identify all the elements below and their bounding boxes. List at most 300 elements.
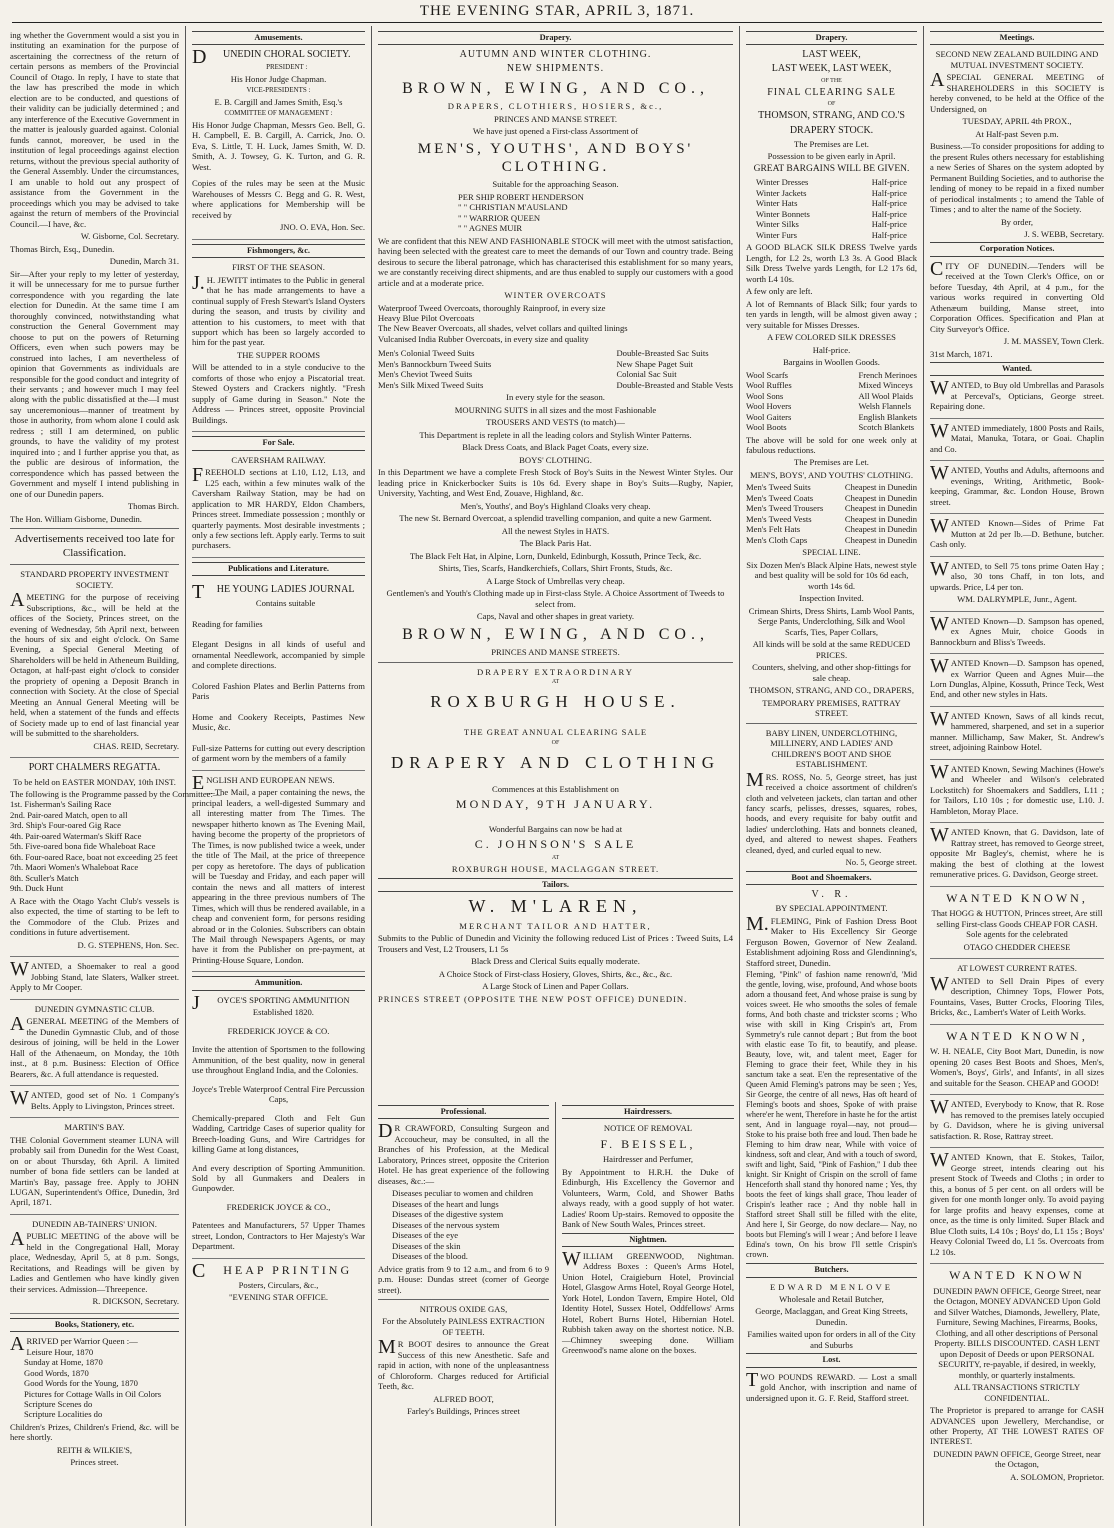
list-item: " " WARRIOR QUEEN: [458, 212, 541, 223]
advert-body: Advice gratis from 9 to 12 a.m., and from 6 to 9 p.m. House: Dundas street (corner of George street).: [378, 1263, 549, 1295]
advert-headline: MEN'S, YOUTHS', AND BOYS' CLOTHING.: [417, 140, 694, 175]
advert-body: Children's Prizes, Children's Friend, &c. will be here shortly.: [10, 1421, 179, 1443]
firm-name: BROWN, EWING, AND CO.,: [402, 79, 709, 97]
advert-trades: DRAPERS, CLOTHIERS, HOSIERS, &c.,: [447, 101, 664, 112]
item-price: Half-price: [871, 208, 907, 219]
item-price: Cheapest in Dunedin: [844, 482, 917, 493]
advert-address: ROXBURGH HOUSE, MACLAGGAN STREET.: [451, 864, 660, 875]
advert-oysters: [192, 262, 365, 432]
list-item: Wool Scarfs: [746, 369, 789, 380]
suits-left: [378, 348, 491, 390]
list-item: Mixed Winceys: [858, 380, 913, 391]
list-item: English Blankets: [858, 411, 917, 422]
list-item: 9th. Duck Hunt: [10, 883, 64, 894]
wanted-advert: [930, 377, 1104, 418]
advert-firm: F. BEISSEL,: [600, 1136, 696, 1151]
advert-body: And every description of Sporting Ammunition. Sold by all Gunmakers and Dealers in Gunpowder.: [192, 1162, 365, 1194]
section-heading: Publications and Literature.: [192, 562, 365, 576]
suits-right: [616, 348, 733, 390]
list-item: [746, 514, 917, 524]
advert-body: A Race with the Otago Yacht Club's vessels is also expected, the time of starting to be left to the Commodore of the Club. Prizes and conditions in future advertisement.: [10, 895, 179, 938]
list-item: 1st. Fisherman's Sailing Race: [10, 799, 112, 810]
advert-body: ARRIVED per Warrior Queen :—: [10, 1333, 138, 1356]
advert-signature: CHAS. REID, Secretary.: [93, 740, 179, 751]
item-label: Men's Tweed Trousers: [746, 503, 824, 514]
list-item: " " CHRISTIAN M'AUSLAND: [458, 202, 568, 213]
advert-signature: REITH & WILKIE'S,: [56, 1444, 133, 1455]
advert-body: MR BOOT desires to announce the Great Success of this new Anesthetic. Safe and rapid in action, with none of the unpleasantness of Chloroform. Charges reduced for Artificial Teeth, &c.: [378, 1336, 549, 1392]
advert-subheading: PRESIDENT :: [266, 63, 308, 72]
list-item: French Merinoes: [858, 369, 917, 380]
advert-body: This Department is replete in all the leading colors and Stylish Winter Patterns.: [419, 429, 692, 440]
item-price: Cheapest in Dunedin: [844, 534, 917, 545]
advert-gymnastic: [10, 1004, 179, 1086]
advert-subheading: Bargains in Woollen Goods.: [783, 357, 880, 368]
advert-body: Caps, Naval and other shapes in great variety.: [476, 611, 635, 622]
list-item: 5th. Five-oared bona fide Whaleboat Race: [10, 841, 156, 852]
advert-subtitle: For the Absolutely PAINLESS EXTRACTION OF TEETH.: [382, 1316, 545, 1337]
item-label: Winter Silks: [756, 219, 799, 230]
advert-headline: C. JOHNSON'S SALE: [474, 837, 637, 852]
advert-address: TEMPORARY PREMISES, RATTRAY STREET.: [762, 697, 901, 719]
list-item: [746, 535, 917, 545]
advert-subtitle: Established 1820.: [252, 1007, 314, 1018]
list-item: [756, 209, 907, 219]
winter-list: [746, 177, 917, 240]
advert-signature: R. DICKSON, Secretary.: [92, 1296, 179, 1307]
list-item: Scripture Localities do: [24, 1409, 103, 1420]
advert-body: A GOOD BLACK SILK DRESS Twelve yards Length, for L2 2s, worth L3 3s. A Good Black Silk Dress Twelve yards Length, for L2 17s 6d, worth L4 10s.: [746, 242, 917, 284]
advert-subheading: A FEW COLORED SILK DRESSES: [767, 332, 896, 343]
list-item: Men's Silk Mixed Tweed Suits: [378, 379, 484, 390]
advert-martins-bay: [10, 1122, 179, 1215]
column-4: [740, 26, 924, 1526]
list-item: 3rd. Ship's Four-oared Gig Race: [10, 820, 121, 831]
advert-body: W. H. NEALE, City Boot Mart, Dunedin, is now opening 20 cases Best Boots and Shoes, Men's, Women's, Boys', Girls', and Infants', in all sizes and suitable for the Season. CHEAP and GOOD!: [930, 1046, 1104, 1088]
advert-title: STANDARD PROPERTY INVESTMENT SOCIETY.: [20, 569, 169, 590]
advert-body: J.H. JEWITT intimates to the Public in general that he has made arrangements to have a continual supply of Fresh Stewart's Island Oysters during the season, and trusts by civility and attention to his customers, to meet with that support which has been so largely accorded to him for the past year.: [192, 271, 365, 348]
advert-body: WANTED Known, that G. Davidson, late of Rattray street, has removed to George street, opposite Mr Bagley's, chemist, where he is making the best of clothing at the lowest remunerative prices. G. Davidson, George street.: [930, 824, 1104, 880]
list-item: Men's Bannockburn Tweed Suits: [378, 358, 492, 369]
list-item: Double-Breasted and Stable Vests: [616, 379, 733, 390]
woollen-right: [859, 370, 917, 433]
advert-title: AUTUMN AND WINTER CLOTHING.: [459, 49, 652, 61]
advert-title: DUNEDIN GYMNASTIC CLUB.: [34, 1003, 155, 1014]
advert-headline: OTAGO CHEDDER CHEESE: [963, 941, 1071, 952]
advert-body: Six Dozen Men's Black Alpine Hats, newest style and best quality will be sold for 10s 6d each, worth 14s 6d.: [746, 559, 917, 591]
section-heading: Tailors.: [378, 878, 733, 892]
advert-body: THE Colonial Government steamer LUNA will probably sail from Dunedin for the West Coast, on or about Thursday, 6th April. A limited number of bona fide settlers can be landed at Martin's Bay, passage free. Apply to JOHN LUGAN, Superintendent's Office, Dunedin, 3rd April, 1871.: [10, 1134, 179, 1208]
item-price: Cheapest in Dunedin: [844, 492, 917, 503]
advert-title: MARTIN'S BAY.: [64, 1122, 125, 1133]
advert-body: WANTED, to Buy old Umbrellas and Parasols at Perceval's, Opticians, George street. Repairing done.: [930, 377, 1104, 412]
advert-body: The following is the Programme passed by the Committee:—: [10, 789, 222, 799]
letter-signature: Thomas Birch.: [127, 501, 179, 512]
section-heading: Meetings.: [930, 31, 1104, 45]
list-item: Vulcanised India Rubber Overcoats, in every size and quality: [378, 333, 589, 344]
list-item: Wool Boots: [746, 422, 787, 433]
list-item: Wool Hovers: [746, 401, 792, 412]
advert-headline: WANTED KNOWN: [949, 1268, 1085, 1283]
section-heading: Drapery.: [378, 31, 733, 45]
advert-title: PORT CHALMERS REGATTA.: [28, 762, 161, 774]
advert-title: ENGLISH AND EUROPEAN NEWS.: [192, 771, 335, 794]
item-label: Men's Tweed Coats: [746, 492, 814, 503]
advert-body: We have just opened a First-class Assortment of: [472, 126, 639, 137]
firm-name: BROWN, EWING, AND CO.,: [402, 625, 709, 643]
advert-body: MRS. ROSS, No. 5, George street, has just received a choice assortment of children's cloth and velveteen jackets, clan tartan and other fancy scarfs, pelisses, dresses, squares, robes, hoods, and every requisite for baby outfit and ladies' underclothing. Hats and bonnets cleaned, dyed, and altered to newest shapes. Feathers cleaned, dyed, and curled equal to new.: [746, 768, 917, 855]
advert-body: Chemically-prepared Cloth and Felt Gun Wadding, Cartridge Cases of superior quality for Breech-loading Guns, and Wire Cartridges for killing Game at long distances,: [192, 1112, 365, 1155]
advert-body: —The Mail, a paper containing the news, the principal leaders, a well-digested Summary and all interesting matter from The Times. The newspaper hitherto known as The Evening Mail, having become the property of the proprietors of The Times, is now published twice a week, under the title of The Mail, at the price of threepence per copy as heretofore. The days of publication will be Tuesday and Friday, and each paper will contain the news and all matters of interest appearing in the three previous numbers of The Times, which will thus be rendered available, in a cheap and convenient form, for persons residing abroad or in the Colonies. Subscribers can obtain The Mail through Newspapers Agents, or may have it from the Publisher on pre-payment, at Printing-House Square, London.: [192, 787, 365, 965]
firm-name: W. M'LAREN,: [468, 895, 643, 916]
advert-subheading: WINTER OVERCOATS: [504, 290, 607, 301]
item-price: Cheapest in Dunedin: [844, 513, 917, 524]
list-item: 4th. Pair-oared Waterman's Skiff Race: [10, 830, 142, 841]
advert-regatta: [10, 762, 222, 957]
item-price: Half-price: [871, 219, 907, 230]
advert-body: Families waited upon for orders in all of the City and Suburbs: [747, 1329, 916, 1350]
section-heading: Wanted.: [930, 362, 1104, 376]
list-item: Heavy Blue Pilot Overcoats: [378, 313, 475, 323]
advert-trades: Hairdresser and Perfumer,: [602, 1154, 694, 1165]
list-item: " " AGNES MUIR: [458, 223, 523, 234]
item-label: Winter Bonnets: [756, 208, 810, 219]
advert-body: The Proprietor is prepared to arrange for CASH ADVANCES upon Jewellery, Merchandise, or other Property, AT THE LOWEST RATES OF INTEREST.: [930, 1405, 1104, 1447]
section-heading: Fishmongers, &c.: [192, 244, 365, 258]
list-item: Diseases of the nervous system: [392, 1219, 500, 1230]
list-item: Diseases of the heart and lungs: [392, 1198, 499, 1209]
advert-body: Wonderful Bargains can now be had at: [488, 823, 623, 834]
mens-list: [746, 482, 917, 545]
advert-date: MONDAY, 9TH JANUARY.: [455, 797, 656, 812]
list-item: Diseases of the eye: [392, 1230, 459, 1241]
list-item: [746, 493, 917, 503]
advert-signature: A. SOLOMON, Proprietor.: [1010, 1471, 1104, 1482]
advert-body: OF: [551, 739, 560, 746]
advert-title: DUNEDIN CHORAL SOCIETY.: [192, 46, 351, 69]
advert-body: WANTED Known, that E. Stokes, Tailor, George street, intends clearing out his present Stock of Tweeds and Cloths ; in order to this, a bonus of 5 per cent. on all orders will be given for one month longer only. To avoid paying for large profits and heavy expenses, come at once, as the time is only limited. Super Black and Blue Cloth suits, L4 10s ; Boys' do, L1 15s ; Boys' Heavy Colonial Tweed do, L1 5s. Overcoats from L2 10s.: [930, 1149, 1104, 1257]
advert-firm: FREDERICK JOYCE & CO.,: [226, 1201, 331, 1212]
advert-body: WANTED Known, Saws of all kinds recut, hammered, sharpened, and set in a superior manner. Millichamp, Saw Maker, St. Andrew's street, adjoining Rainbow Hotel.: [930, 707, 1104, 753]
advert-body: WANTED Known—Sides of Prime Fat Mutton at 2d per lb.—D. Bethune, butcher. Cash only.: [930, 515, 1104, 550]
letter-text: ing whether the Government would a sist you in instituting an examination for the purpose of ascertaining the correctness of the return of certain persons as members of the Provincial Council of Otago. In reply, I have to state that the law has prescribed the mode in which election are to be conducted, and questions of their validity can be judicially determined ; and any interference of the Executive Government in the matter is jealously guarded against. Colonial funds cannot, moreover, be used in the institution of legal proceedings against election returns, without the previous special authority of the General Assembly. Under the circumstances, I am unable to hold out any prospect of assistance from the Government in the proceedings which you may be advised to take against the return of members of the Provincial Council.—I have, &c.: [10, 30, 179, 229]
advert-body: WANTED to Sell Drain Pipes of every description, Chimney Tops, Flower Pots, Fountains, Vases, Butter Crocks, Flooring Tiles, Bricks, &c., Lambert's Water of Leith Works.: [930, 972, 1104, 1018]
advert-body: WANTED, Everybody to Know, that R. Rose has removed to the premises lately occupied by G. Davidson, where he is giving universal satisfaction. R. Rose, Rattray street.: [930, 1096, 1104, 1141]
advert-title: FIRST OF THE SEASON.: [232, 262, 325, 273]
wanted-advert: [930, 824, 1104, 886]
woollen-table: [746, 370, 917, 433]
advert-headline: DRAPERY STOCK.: [789, 124, 874, 136]
item-label: Winter Dresses: [756, 177, 809, 188]
advert-body: We are confident that this NEW AND FASHIONABLE STOCK will meet with the utmost satisfaction, having been selected with the greatest care to meet the demands of our Town and country trade. Being desirous to secure the liberal patronage, which has characterised this establishment for so many years, we are constantly receiving direct shipments, and are thus enabled to supply our customers with a good article and at a moderate price.: [378, 235, 733, 288]
advert-subtitle: Posters, Circulars, &c.,: [238, 1279, 319, 1290]
list-item: [746, 524, 917, 534]
advert-body: DR CRAWFORD, Consulting Surgeon and Accoucheur, may be consulted, in all the Branches of his Profession, at the Medical Laboratory, Princes street, opposite the Criterion Hotel. He has great experience of the following diseases, &c.:—: [378, 1120, 549, 1186]
advert-signature: "EVENING STAR OFFICE.: [228, 1292, 329, 1303]
list-item: Diseases of the digestive system: [392, 1209, 504, 1220]
advert-title: THE SUPPER ROOMS: [236, 349, 321, 360]
advert-body: DUNEDIN PAWN OFFICE, George Street, near the Octagon, MONEY ADVANCED Upon Gold and Silver Watches, Diamonds, Jewellery, Plate, Furniture, Sewing Machines, Firearms, Books, Clothing, and all other descriptions of Personal Property. BILLS DISCOUNTED. CASH LENT upon Deposit of Deeds or upon PERSONAL SECURITY, re-payable, if desired, in weekly, monthly, or quarterly instalments.: [933, 1285, 1101, 1380]
advert-body: That HOGG & HUTTON, Princes street, Are still selling First-class Goods CHEAP FOR CASH. Sole agents for the celebrated: [931, 908, 1103, 940]
divider: [10, 528, 179, 529]
advert-body: Patentees and Manufacturers, 57 Upper Thames street, London, Contractors to Her Majesty's War Department.: [192, 1220, 365, 1252]
wanted-advert: [930, 515, 1104, 556]
advert-body: OF: [827, 101, 836, 108]
advert-body: AMEETING for the purpose of receiving Subscriptions, &c., will be held at the offices of the Society, Princes street, on the evening of Wednesday, 5th April next, between the hours of six and eight o'clock. On Same Evening, a Special General Meeting of Shareholders will be held in Atheneum Building, Octagon, at half-past eight o'clock to consider the propriety of opening a Deposit Branch in connection with Society. At the close of Special Meeting an Annual General Meeting will be held, when a statement of the funds and effects of Society made up to end of last financial year will be submitted to the shareholders.: [10, 589, 179, 739]
column-1: [4, 26, 222, 1526]
advert-subheading: BOYS' CLOTHING.: [519, 454, 592, 465]
section-heading: Nightmen.: [562, 1233, 734, 1247]
advert-headline: DRAPERY AND CLOTHING: [390, 752, 721, 772]
item-price: Half-price: [871, 187, 907, 198]
advert-body: E. B. Cargill and James Smith, Esq.'s: [214, 96, 343, 107]
advert-signature: J. M. MASSEY, Town Clerk.: [1003, 336, 1104, 347]
advert-poem: Fleming, "Pink" of fashion name renown'd, 'Mid the gentle, loving, wise, profound, And whose boots adorn a thousand feet, And whose praise is sung by voices sweet. He who smooths the soles of female forms, And both chaste and trickster scorns ; Who wise with skill in King Crispin's art, From Symmetry's rule cannot depart ; But from the boot with elastic ease To fit, to beautify, and please. Beauty, love, wit, and talent meet, Eager for Fleming to grace their feet, While they in his sanctum take a seat. E'en the representative of the Queen Amid Fleming's patrons may be seen ; Yes, Sir George, the centre of all news, Has oft heard of Fleming's boots and shoes, Spoke of with praise where'er he went, Therefore in haste he for the artist sent, And in language royal—nay, not proud— Stoke to his praise both free and loud. Then bade he Fleming to him draw near, While with voice of kindness, soft and clear, And with a touch of sword, swift and light, Said, "Pink of Fashion," I dub thee knight. Sir Knight of Crispin on the scroll of fame Henceforth shall stand thy honored name ; Yes, thy boots the feet of kings shall grace, Thou leader of Crispin's leather race ; And thy noble hall in Stafford street Shall still be filled with the elite, And here I, Sir George, do now declare— Nay, no boots but Fleming's will I wear ; And before I leave Edina's town, On his brow I'll settle Crispin's crown.: [746, 970, 917, 1260]
list-item: Diseases of the blood.: [392, 1251, 468, 1262]
section-heading: Ammunition.: [192, 976, 365, 990]
advert-body: All kinds will be sold at the same REDUCED PRICES.: [752, 639, 911, 660]
advert-address: PRINCES STREET (OPPOSITE THE NEW POST OFFICE) DUNEDIN.: [378, 993, 688, 1004]
advert-body: By order,: [1000, 216, 1034, 227]
advert-body: Gentlemen's and Youth's Clothing made up in First-class Style. A Choice Assortment of Tweeds to select from.: [386, 588, 725, 609]
advert-address: DUNEDIN PAWN OFFICE, George Street, near the Octagon,: [933, 1448, 1101, 1470]
advert-subheading: COMMITTEE OF MANAGEMENT :: [224, 109, 333, 118]
wanted-advert: [930, 1149, 1104, 1264]
advert-body: His Honor Judge Chapman.: [230, 73, 327, 84]
advert-subheading: BY SPECIAL APPOINTMENT.: [775, 903, 888, 914]
advert-title: JOYCE'S SPORTING AMMUNITION: [192, 991, 350, 1014]
section-heading: Lost.: [746, 1353, 917, 1367]
advert-subheading: TROUSERS AND VESTS (to match)—: [486, 417, 625, 428]
wanted-advert: [930, 760, 1104, 823]
item-label: Winter Furs: [756, 229, 797, 240]
list-item: Welsh Flannels: [858, 401, 912, 412]
advert-signature: D. G. STEPHENS, Hon. Sec.: [77, 939, 179, 950]
item-label: Men's Tweed Suits: [746, 482, 811, 493]
wanted-advert: [930, 612, 1104, 654]
advert-trades: Wholesale and Retail Butcher,: [779, 1293, 884, 1304]
advert-address: Princes street.: [70, 1457, 119, 1468]
item-label: Winter Hats: [756, 198, 798, 209]
advert-body: The above will be sold for one week only at fabulous reductions.: [746, 434, 917, 455]
advert-body: Black Dress and Clerical Suits equally moderate.: [471, 956, 640, 967]
section-heading: Drapery.: [746, 31, 917, 45]
letter-address: Thomas Birch, Esq., Dunedin.: [10, 243, 115, 254]
list-item: Leisure Hour, 1870: [26, 1346, 94, 1357]
advert-body: CITY OF DUNEDIN.—Tenders will be received at the Town Clerk's Office, on or before Tuesday, 4th April, at 4 p.m., for the various works required in converting Old Athenæum building, Manse street, into Corporation Offices. Specification and Plan at City Surveyor's Office.: [930, 257, 1104, 334]
advert-title: SECOND NEW ZEALAND BUILDING AND MUTUAL INVESTMENT SOCIETY.: [935, 49, 1099, 70]
advert-subheading: VICE-PRESIDENTS :: [246, 86, 311, 95]
advert-abstainers: [10, 1219, 179, 1314]
advert-body: The Black Felt Hat, in Alpine, Lorn, Dunkeld, Edinburgh, Kossuth, Prince Teck, &c.: [409, 550, 702, 561]
advert-body: His Honor Judge Chapman, Messrs Geo. Bell, G. H. Campbell, E. B. Cargill, A. Carrick, Jno. O. Eva, S. Little, T. H. Luck, James Smith, W. D. Smith, A. J. Towsey, G. K. Turton, and G. R. West.: [192, 120, 365, 172]
advert-headline: WANTED KNOWN,: [946, 1028, 1088, 1043]
divider: [378, 662, 733, 663]
advert-body: Commences at this Establishment on: [492, 783, 619, 794]
advert-body: WANTED, good set of No. 1 Company's Belts. Apply to Livingston, Princes street.: [10, 1087, 179, 1111]
advert-headline: WANTED KNOWN,: [946, 890, 1088, 905]
advert-title: NITROUS OXIDE GAS,: [419, 1304, 508, 1314]
list-item: Double-Breasted Sac Suits: [616, 348, 709, 359]
list-item: Colored Fashion Plates and Berlin Patterns from Paris: [192, 680, 365, 702]
list-item: The New Beaver Overcoats, all shades, velvet collars and quilted linings: [378, 323, 628, 334]
advert-address: No. 5, George street.: [845, 857, 917, 868]
wanted-advert: [930, 1096, 1104, 1148]
list-item: Wool Ruffles: [746, 380, 792, 391]
advert-body: Shirts, Ties, Scarfs, Handkerchiefs, Collars, Shirt Fronts, Studs, &c.: [438, 563, 673, 574]
list-item: Full-size Patterns for cutting out every description of garment worn by the members of a family: [192, 742, 365, 764]
advert-body: The Premises are Let.: [794, 457, 869, 468]
advert-body: WANTED immediately, 1800 Posts and Rails, Matai, Manuka, Totara, or Goai. Chaplin and Co.: [930, 419, 1104, 454]
list-item: [756, 198, 907, 208]
wanted-advert: [930, 972, 1104, 1025]
divider: [746, 723, 917, 724]
advert-body: WANTED, Youths and Adults, afternoons and evenings, Writing, Arithmetic, Book-keeping, Grammar, &c. London House, Brown street.: [930, 462, 1104, 507]
column-2: [186, 26, 372, 1526]
list-item: 8th. Sculler's Match: [10, 872, 79, 883]
advert-body: Black Dress Coats, and Black Paget Coats, every size.: [462, 442, 649, 453]
firm-name: THOMSON, STRANG, AND CO., DRAPERS,: [749, 685, 914, 696]
list-item: Good Words for the Young, 1870: [24, 1378, 138, 1389]
list-item: [756, 219, 907, 229]
advert-body: By Appointment to H.R.H. the Duke of Edinburgh, His Excellency the Governor and Volunteers, Warm, Cold, and Shower Baths always ready, with a good supply of hot water. Ladies' Room Up-stairs. Removed to opposite the Bank of New South Wales, Princes street.: [562, 1166, 734, 1230]
list-item: Home and Cookery Receipts, Pastimes New Music, &c.: [192, 711, 365, 733]
list-item: Scripture Scenes do: [24, 1398, 93, 1409]
advert-body: In this Department we have a complete Fresh Stock of Boy's Suits in the Newest Winter Styles. Our leading price in Knickerbocker Suits is 10s 6d. Every shape in Boy's Suits—Rugby, Napier, University, Yachting, and West End, Zouave, Highland, &c.: [378, 467, 733, 499]
advert-title: NOTICE OF REMOVAL: [603, 1123, 693, 1134]
list-item: All Wool Plaids: [858, 390, 914, 401]
section-heading: Butchers.: [746, 1263, 917, 1277]
firm-name: THOMSON, STRANG, AND CO.'S: [758, 110, 905, 122]
letter-date: Dunedin, March 31.: [109, 256, 179, 267]
advert-body: Men's, Youths', and Boy's Highland Cloaks very cheap.: [460, 500, 651, 511]
advert-subheading: GREAT BARGAINS WILL BE GIVEN.: [753, 163, 910, 174]
advert-body: WANTED Known—D. Sampson has opened, ex Warrior Queen and Agnes Muir—the Lorn Dunglas, Alpine, Kossuth, Prince Teck, West End, and other new styles in Hats.: [930, 655, 1104, 700]
item-label: Men's Felt Hats: [746, 524, 801, 535]
advert-title: BABY LINEN, UNDERCLOTHING, MILLINERY, AND LADIES' AND CHILDREN'S BOOT AND SHOE ESTABLISHMENT.: [765, 727, 898, 770]
wanted-advert: [930, 419, 1104, 461]
advert-body: A Large Stock of Umbrellas very cheap.: [486, 575, 625, 586]
section-heading: Hairdressers.: [562, 1105, 734, 1119]
column-3-right: [556, 1102, 740, 1526]
advert-headline: FINAL CLEARING SALE: [767, 86, 896, 98]
list-item: PER SHIP ROBERT HENDERSON: [458, 191, 584, 202]
advert-title: CAVERSHAM RAILWAY.: [231, 454, 326, 465]
column-3-left: [372, 1102, 556, 1526]
section-heading: Books, Stationery, etc.: [10, 1318, 179, 1332]
advert-signature: WM. DALRYMPLE, Junr., Agent.: [957, 594, 1077, 605]
columns: [4, 26, 1110, 1526]
divider: [378, 1299, 549, 1300]
item-price: Cheapest in Dunedin: [844, 524, 917, 535]
royal-cipher: V. R.: [811, 889, 852, 901]
advert-body: Inspection Invited.: [799, 593, 864, 604]
list-item: Diseases peculiar to women and children: [392, 1188, 534, 1199]
item-price: Half-price: [871, 229, 907, 240]
advert-body: Copies of the rules may be seen at the Music Warehouses of Messrs C. Begg and G. R. West, where applications for Membership will be received by: [192, 178, 365, 220]
advert-address: PRINCES AND MANSE STREET.: [493, 113, 618, 124]
letter-address: The Hon. William Gisborne, Dunedin.: [10, 513, 142, 524]
advert-ammunition: [192, 991, 365, 1259]
advert-body: Submits to the Public of Dunedin and Vicinity the following reduced List of Prices : Tweed Suits, L4 Trousers and Vest, L2 Trousers, L1 5s: [378, 933, 733, 954]
advert-subheading: ALL TRANSACTIONS STRICTLY CONFIDENTIAL.: [953, 1382, 1081, 1403]
advert-body: WILLIAM GREENWOOD, Nightman. Address Boxes : Queen's Arms Hotel, Union Hotel, Craigieburn Hotel, Provincial Hotel, Glasgow Arms Hotel, Royal George Hotel, York Hotel, London Tavern, Empire Hotel, Old Identity Hotel, Sussex Hotel, Oddfellows' Arms Hotel, Robert Burns Hotel, Hibernian Hotel. Rubbish taken away on the shortest notice. N.B.—Chimney sweeping done. William Greenwood's name alone on the boxes.: [562, 1248, 734, 1356]
advert-body: Will be attended to in a style conducive to the comforts of those who enjoy a Piscatorial treat. Stewed Oysters and Crackers nightly. "Fresh supply of Game during in Season." Note the Address — Princes street, opposite Provincial Buildings.: [192, 362, 365, 425]
advert-company: [10, 1087, 179, 1118]
advert-title: LAST WEEK,: [802, 49, 861, 61]
advert-body: Counters, shelving, and other shop-fittings for sale cheap.: [752, 662, 911, 683]
advert-date: TUESDAY, APRIL 4th PROX.,: [962, 116, 1072, 127]
list-item: [756, 188, 907, 198]
advert-body: M.FLEMING, Pink of Fashion Dress Boot Maker to His Excellency Sir George Ferguson Bowen, Governor of New Zealand. Establishment adjoining Ross and Glendinning's, Stafford street, Dunedin.: [746, 912, 917, 968]
advert-body: AT: [551, 854, 560, 861]
section-heading: Boot and Shoemakers.: [746, 871, 917, 885]
item-price: Cheapest in Dunedin: [844, 503, 917, 514]
advert-headline: ROXBURGH HOUSE.: [430, 692, 681, 712]
advert-caversham: [192, 455, 365, 558]
advert-signature: ALFRED BOOT,: [433, 1393, 494, 1404]
advert-body: Possession to be given early in April.: [767, 151, 896, 162]
advert-body: Half-price.: [812, 344, 851, 355]
list-item: Good Words, 1870: [24, 1367, 89, 1378]
advert-body: The Black Paris Hat.: [519, 538, 592, 549]
list-item: [756, 230, 907, 240]
wanted-advert: [930, 462, 1104, 514]
section-heading: Amusements.: [192, 31, 365, 45]
advert-time: At Half-past Seven p.m.: [975, 128, 1059, 139]
advert-title: THE YOUNG LADIES JOURNAL: [192, 581, 355, 604]
divider: [10, 564, 179, 565]
list-item: [746, 482, 917, 492]
list-item: New Shape Paget Suit: [616, 358, 694, 369]
advert-journal: [192, 581, 365, 771]
masthead: THE EVENING STAR, APRIL 3, 1871.: [12, 0, 1102, 23]
wanted-advert: [930, 707, 1104, 760]
advert-body: The new St. Bernard Overcoat, a splendid travelling companion, and quite a new Garment.: [399, 513, 712, 524]
advert-body: Invite the attention of Sportsmen to the following Ammunition, of the best quality, now in general use throughout England India, and the Colonies.: [192, 1044, 365, 1076]
advert-european-news: [192, 771, 365, 973]
list-item: Diseases of the skin: [392, 1240, 461, 1251]
advert-title: DRAPERY EXTRAORDINARY: [477, 666, 634, 677]
advert-pawn: [930, 1268, 1104, 1482]
advert-title: AT LOWEST CURRENT RATES.: [957, 963, 1077, 974]
advert-standard: [10, 569, 179, 758]
advert-subheading: MEN'S, BOYS', AND YOUTHS' CLOTHING.: [749, 469, 914, 480]
item-label: Winter Jackets: [756, 187, 807, 198]
suits-table: [378, 348, 733, 390]
advert-neale: [930, 1029, 1104, 1096]
advert-shoemaker: [10, 958, 179, 999]
advert-body: A Large Stock of Linen and Paper Collars.: [482, 981, 629, 992]
list-item: Elegant Designs in all kinds of useful and ornamental Needlework, accompanied by simple and complete directions.: [192, 639, 365, 671]
item-price: Half-price: [871, 177, 907, 188]
advert-body: WANTED, a Shoemaker to real a good Jobbing Stand, late Slaters, Walker street. Apply to Mr Cooper.: [10, 958, 179, 993]
section-heading: For Sale.: [192, 436, 365, 450]
advert-body: AGENERAL MEETING of the Members of the Dunedin Gymnastic Club, and of those desirous of joining, will be held in the Lower Hall of the Athenaeum, on Monday, the 10th inst., at 8 p.m. Business: Election of Office Bearers, &c. A full attendance is requested.: [10, 1013, 179, 1079]
letter-text: Sir—After your reply to my letter of yesterday, it will be unnecessary for me to pursue further correspondence with you regarding the late election for Dunedin. At the same time I am thoroughly convinced, notwithstanding what construction the General Government may choose to put on the powers of Returning Officers, even when such powers may be construed into laches, I am nevertheless of opinion that Governments as individuals are responsible for the good conduct and integrity of their servants ; and however much I may feel along with the public dissatisfied at the—I must say unceremonious—manner of treatment by those in authority, from whom alone I could ask redress ; still I am determined, on public grounds, to have the validity of my protest inquired into ; and I further apprise you that, as the public are desirous of information, the correspondence which has passed between the Government and myself I intend publishing in one of our Dunedin papers.: [10, 268, 179, 499]
list-item: Wool Sons: [746, 390, 784, 401]
advert-signature: JNO. O. EVA, Hon. Sec.: [279, 222, 365, 233]
advert-body: Suitable for the approaching Season.: [492, 179, 619, 190]
advert-body: WANTED, to Sell 75 tons prime Oaten Hay ; also, 30 tons Chaff, in ton lots, and upwards. Price, L4 per ton.: [930, 557, 1104, 592]
item-label: Men's Tweed Vests: [746, 513, 812, 524]
advert-body: Business.—To consider propositions for adding to the present Rules others necessary for establishing a new Series of Shares on the system adopted by Permanent Building Societies, and to authorise the lending of money to be repaid in a fixed number of periodical instalments ; to amend the Table of Times ; and to alter the name of the Society.: [930, 141, 1104, 215]
advert-subtitle: To be held on EASTER MONDAY, 10th INST.: [13, 776, 176, 787]
column-5: [924, 26, 1110, 1526]
advert-subtitle: THE GREAT ANNUAL CLEARING SALE: [463, 727, 648, 738]
list-item: [746, 503, 917, 513]
advert-title: CHEAP PRINTING: [192, 1259, 353, 1282]
